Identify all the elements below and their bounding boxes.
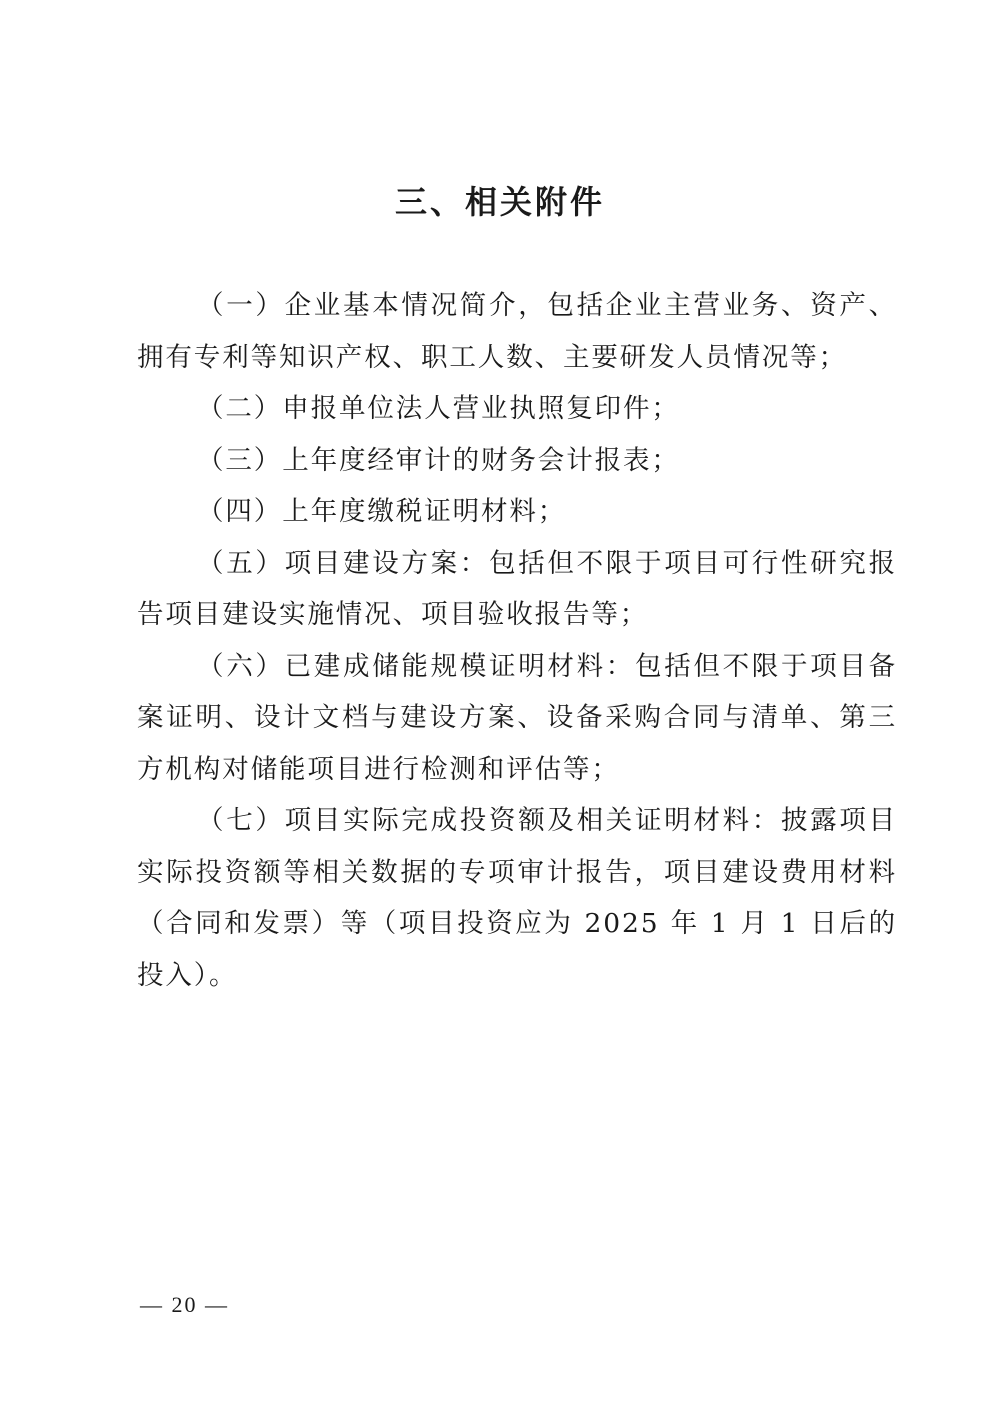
attachment-item-7: （七）项目实际完成投资额及相关证明材料：披露项目实际投资额等相关数据的专项审计报告，项目建设费用材料（合同和发票）等（项目投资应为 2025 年 1 月 1 日后的投入）。 <box>137 805 897 991</box>
attachment-item-2: （二）申报单位法人营业执照复印件； <box>197 393 680 424</box>
attachment-item-4: （四）上年度缴税证明材料； <box>197 496 567 527</box>
page-number: — 20 — <box>140 1292 229 1317</box>
attachment-list <box>137 280 897 1001</box>
attachment-item-3: （三）上年度经审计的财务会计报表； <box>197 444 680 476</box>
attachment-item-1: （一）企业基本情况简介，包括企业主营业务、资产、拥有专利等知识产权、职工人数、主要研发人员情况等； <box>137 290 897 373</box>
attachment-item-5: （五）项目建设方案：包括但不限于项目可行性研究报告项目建设实施情况、项目验收报告等； <box>137 547 897 630</box>
attachment-item-6: （六）已建成储能规模证明材料：包括但不限于项目备案证明、设计文档与建设方案、设备采购合同与清单、第三方机构对储能项目进行检测和评估等； <box>137 650 897 785</box>
section-title: 三、相关附件 <box>394 183 605 221</box>
